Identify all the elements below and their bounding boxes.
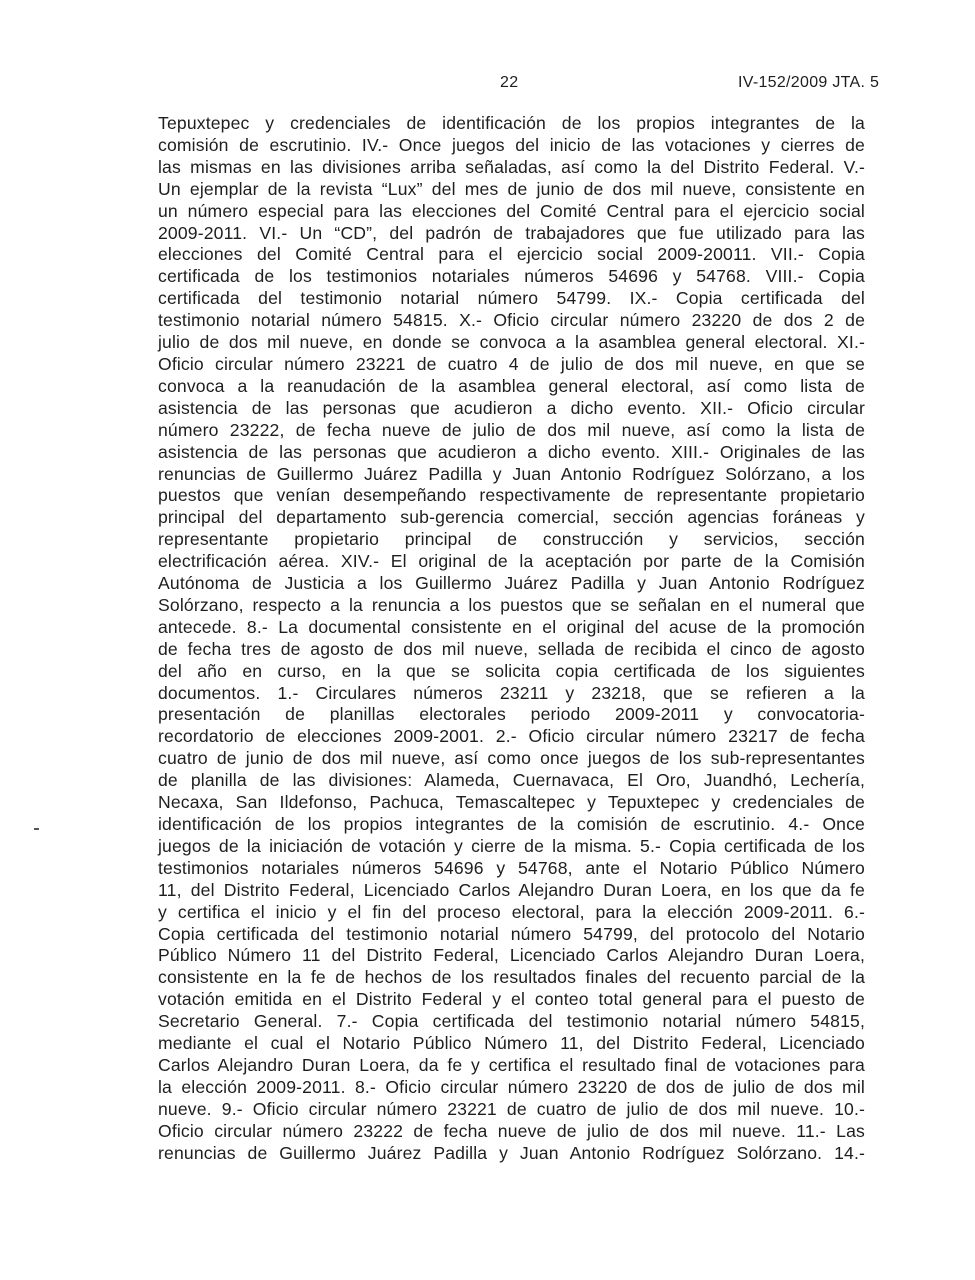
text-line: Secretario General. 7.- Copia certificada del testimonio notarial número 54815,	[158, 1011, 865, 1032]
text-line: certificada del testimonio notarial número 54799. IX.- Copia certificada del	[158, 288, 865, 309]
text-line: las mismas en las divisiones arriba señaladas, así como la del Distrito Federal. V.-	[158, 156, 865, 177]
text-line: votación emitida en el Distrito Federal y el conteo total general para el puesto de	[158, 989, 865, 1010]
text-line: consistente en la fe de hechos de los resultados finales del recuento parcial de la	[158, 967, 865, 988]
text-line: Público Número 11 del Distrito Federal, Licenciado Carlos Alejandro Duran Loera,	[158, 945, 865, 966]
text-line: cuatro de junio de dos mil nueve, así como once juegos de los sub-representantes	[158, 748, 865, 769]
text-line: puestos que venían desempeñando respectivamente de representante propietario	[158, 485, 865, 506]
text-line: del año en curso, en la que se solicita copia certificada de los siguientes	[158, 660, 865, 681]
text-line: Autónoma de Justicia a los Guillermo Juárez Padilla y Juan Antonio Rodríguez	[158, 573, 865, 594]
text-line: un número especial para las elecciones del Comité Central para el ejercicio social	[158, 200, 865, 221]
text-line: y certifica el inicio y el fin del proceso electoral, para la elección 2009-2011. 6.-	[158, 901, 865, 922]
text-line: juegos de la iniciación de votación y cierre de la misma. 5.- Copia certificada de los	[158, 835, 865, 856]
text-line: Un ejemplar de la revista “Lux” del mes de junio de dos mil nueve, consistente en	[158, 178, 865, 199]
text-line: antecede. 8.- La documental consistente en el original del acuse de la promoción	[158, 616, 865, 637]
text-line: julio de dos mil nueve, en donde se convoca a la asamblea general electoral. XI.-	[158, 332, 865, 353]
margin-mark	[34, 828, 39, 830]
text-line: asistencia de las personas que acudieron a dicho evento. XIII.- Originales de las	[158, 441, 865, 462]
text-line: Oficio circular número 23221 de cuatro 4 de julio de dos mil nueve, en que se	[158, 353, 865, 374]
text-line: comisión de escrutinio. IV.- Once juegos del inicio de las votaciones y cierres de	[158, 134, 865, 155]
text-line: Oficio circular número 23222 de fecha nueve de julio de dos mil nueve. 11.- Las	[158, 1120, 865, 1141]
text-line: principal del departamento sub-gerencia comercial, sección agencias foráneas y	[158, 507, 865, 528]
page-number: 22	[500, 74, 519, 91]
text-line: testimonio notarial número 54815. X.- Oficio circular número 23220 de dos 2 de	[158, 310, 865, 331]
text-line: la elección 2009-2011. 8.- Oficio circular número 23220 de dos de julio de dos mil	[158, 1076, 865, 1097]
text-line: testimonios notariales números 54696 y 54768, ante el Notario Público Número	[158, 857, 865, 878]
body-text	[158, 113, 865, 1165]
text-line: de planilla de las divisiones: Alameda, Cuernavaca, El Oro, Juandhó, Lechería,	[158, 770, 865, 791]
text-line: presentación de planillas electorales periodo 2009-2011 y convocatoria-	[158, 704, 865, 725]
text-line: representante propietario principal de construcción y servicios, sección	[158, 529, 865, 550]
text-line: Solórzano, respecto a la renuncia a los puestos que se señalan en el numeral que	[158, 594, 865, 615]
text-line: Carlos Alejandro Duran Loera, da fe y certifica el resultado final de votaciones para	[158, 1054, 865, 1075]
text-line: identificación de los propios integrantes de la comisión de escrutinio. 4.- Once	[158, 814, 865, 834]
text-line: documentos. 1.- Circulares números 23211 y 23218, que se refieren a la	[158, 682, 865, 703]
text-line: elecciones del Comité Central para el ejercicio social 2009-20011. VII.- Copia	[158, 244, 865, 265]
text-line: 11, del Distrito Federal, Licenciado Carlos Alejandro Duran Loera, en los que da fe	[158, 879, 865, 900]
text-line: número 23222, de fecha nueve de julio de dos mil nueve, así como la lista de	[158, 419, 865, 440]
text-line: Copia certificada del testimonio notarial número 54799, del protocolo del Notario	[158, 923, 865, 944]
text-line: de fecha tres de agosto de dos mil nueve, sellada de recibida el cinco de agosto	[158, 638, 865, 659]
file-reference: IV-152/2009 JTA. 5	[738, 74, 880, 91]
text-line: Tepuxtepec y credenciales de identificación de los propios integrantes de la	[158, 113, 865, 133]
text-line: convoca a la reanudación de la asamblea general electoral, así como lista de	[158, 375, 865, 396]
text-line: mediante el cual el Notario Público Número 11, del Distrito Federal, Licenciado	[158, 1033, 865, 1054]
text-line: renuncias de Guillermo Juárez Padilla y Juan Antonio Rodríguez Solórzano, a los	[158, 463, 865, 484]
text-line: electrificación aérea. XIV.- El original de la aceptación por parte de la Comisión	[158, 551, 865, 572]
text-line: nueve. 9.- Oficio circular número 23221 de cuatro de julio de dos mil nueve. 10.-	[158, 1098, 865, 1119]
text-line: renuncias de Guillermo Juárez Padilla y Juan Antonio Rodríguez Solórzano. 14.-	[158, 1142, 865, 1163]
text-line: recordatorio de elecciones 2009-2001. 2.- Oficio circular número 23217 de fecha	[158, 726, 865, 747]
text-line: certificada de los testimonios notariales números 54696 y 54768. VIII.- Copia	[158, 266, 865, 287]
text-line: asistencia de las personas que acudieron a dicho evento. XII.- Oficio circular	[158, 397, 865, 418]
text-line: Necaxa, San Ildefonso, Pachuca, Temascaltepec y Tepuxtepec y credenciales de	[158, 792, 865, 813]
text-line: 2009-2011. VI.- Un “CD”, del padrón de trabajadores que fue utilizado para las	[158, 222, 865, 243]
